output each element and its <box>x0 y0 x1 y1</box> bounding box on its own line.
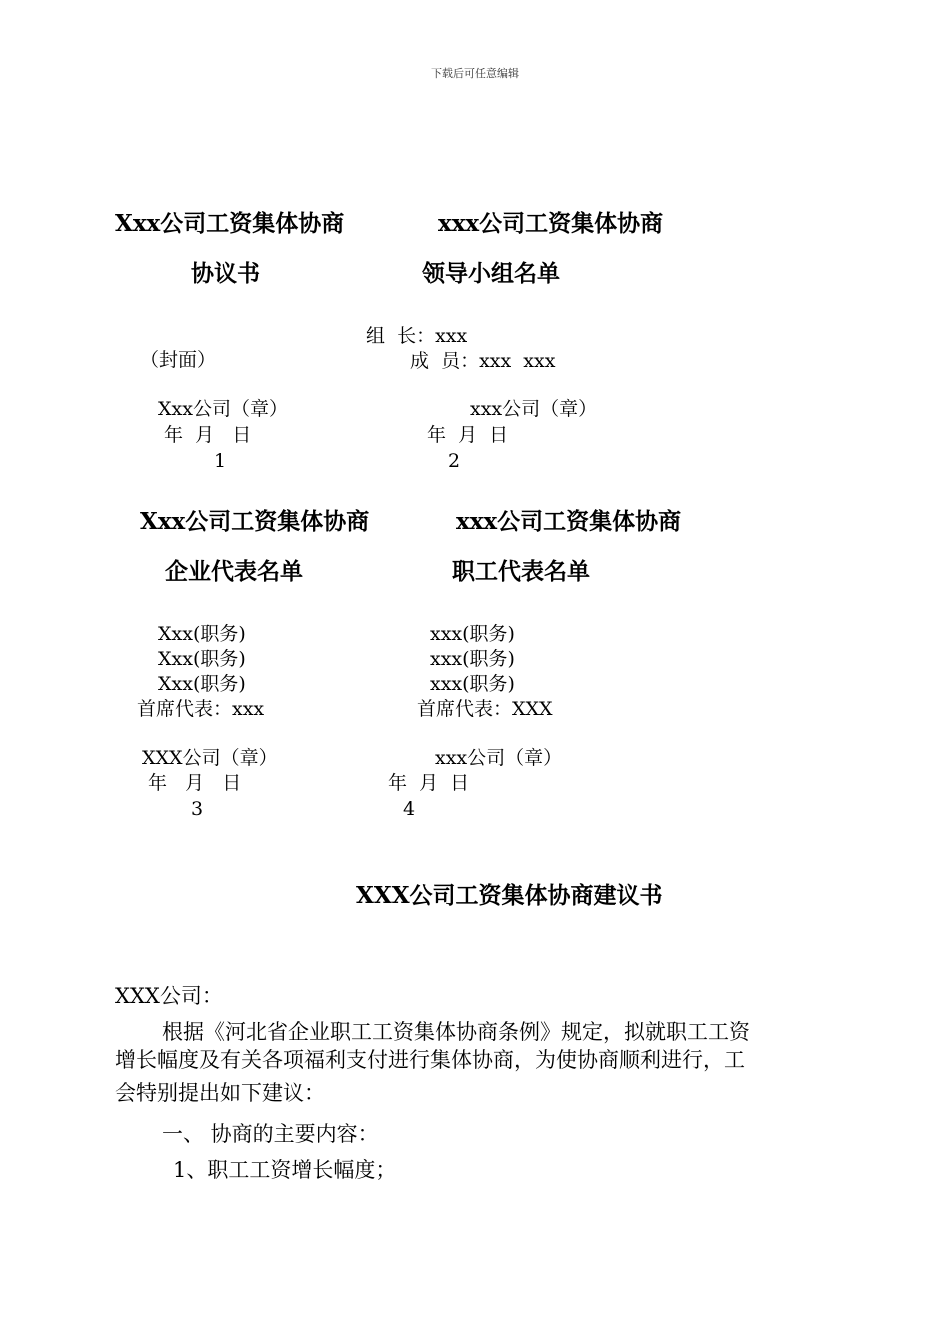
leadership-title-line1: xxx公司工资集体协商 <box>438 210 664 237</box>
paragraph-line-1: 根据《河北省企业职工工资集体协商条例》规定，拟就职工工资 <box>162 1020 750 1044</box>
employee-title-line1: xxx公司工资集体协商 <box>456 508 682 535</box>
agreement-title-line2: 协议书 <box>191 260 260 287</box>
enterprise-title-line1: Xxx公司工资集体协商 <box>140 508 370 535</box>
paragraph-line-2: 增长幅度及有关各项福利支付进行集体协商，为使协商顺利进行，工 <box>115 1048 745 1072</box>
seal-1: Xxx公司（章） <box>158 398 288 420</box>
enterprise-rep-1: Xxx(职务) <box>158 623 246 645</box>
enterprise-chief: 首席代表：xxx <box>137 698 265 720</box>
seal-4: xxx公司（章） <box>435 747 563 769</box>
employee-rep-1: xxx(职务) <box>430 623 515 645</box>
page-number-2: 2 <box>448 450 461 472</box>
members-line: 成 员：xxx xxx <box>410 350 556 372</box>
employee-title-line2: 职工代表名单 <box>452 558 590 585</box>
page-number-3: 3 <box>191 798 204 820</box>
seal-2: xxx公司（章） <box>470 398 598 420</box>
enterprise-title-line2: 企业代表名单 <box>165 558 303 585</box>
employee-chief: 首席代表：XXX <box>417 698 553 720</box>
date-1: 年 月 日 <box>164 424 252 446</box>
salutation: XXX公司： <box>115 984 223 1008</box>
paragraph-line-3: 会特别提出如下建议： <box>115 1081 325 1105</box>
page-number-1: 1 <box>214 450 227 472</box>
cover-label: （封面） <box>140 349 217 371</box>
page-header-note: 下载后可任意编辑 <box>431 67 519 80</box>
proposal-title: XXX公司工资集体协商建议书 <box>356 882 663 909</box>
date-4: 年 月 日 <box>388 772 470 794</box>
page-number-4: 4 <box>403 798 416 820</box>
leader-line: 组 长：xxx <box>366 325 468 347</box>
agreement-title-line1: Xxx公司工资集体协商 <box>115 210 345 237</box>
date-3: 年 月 日 <box>148 772 242 794</box>
seal-3: XXX公司（章） <box>142 747 278 769</box>
leadership-title-line2: 领导小组名单 <box>422 260 560 287</box>
enterprise-rep-3: Xxx(职务) <box>158 673 246 695</box>
section-heading-1: 一、 协商的主要内容： <box>162 1122 379 1146</box>
date-2: 年 月 日 <box>427 424 509 446</box>
enterprise-rep-2: Xxx(职务) <box>158 648 246 670</box>
list-item-1: 1、职工工资增长幅度； <box>173 1158 397 1182</box>
employee-rep-2: xxx(职务) <box>430 648 515 670</box>
employee-rep-3: xxx(职务) <box>430 673 515 695</box>
